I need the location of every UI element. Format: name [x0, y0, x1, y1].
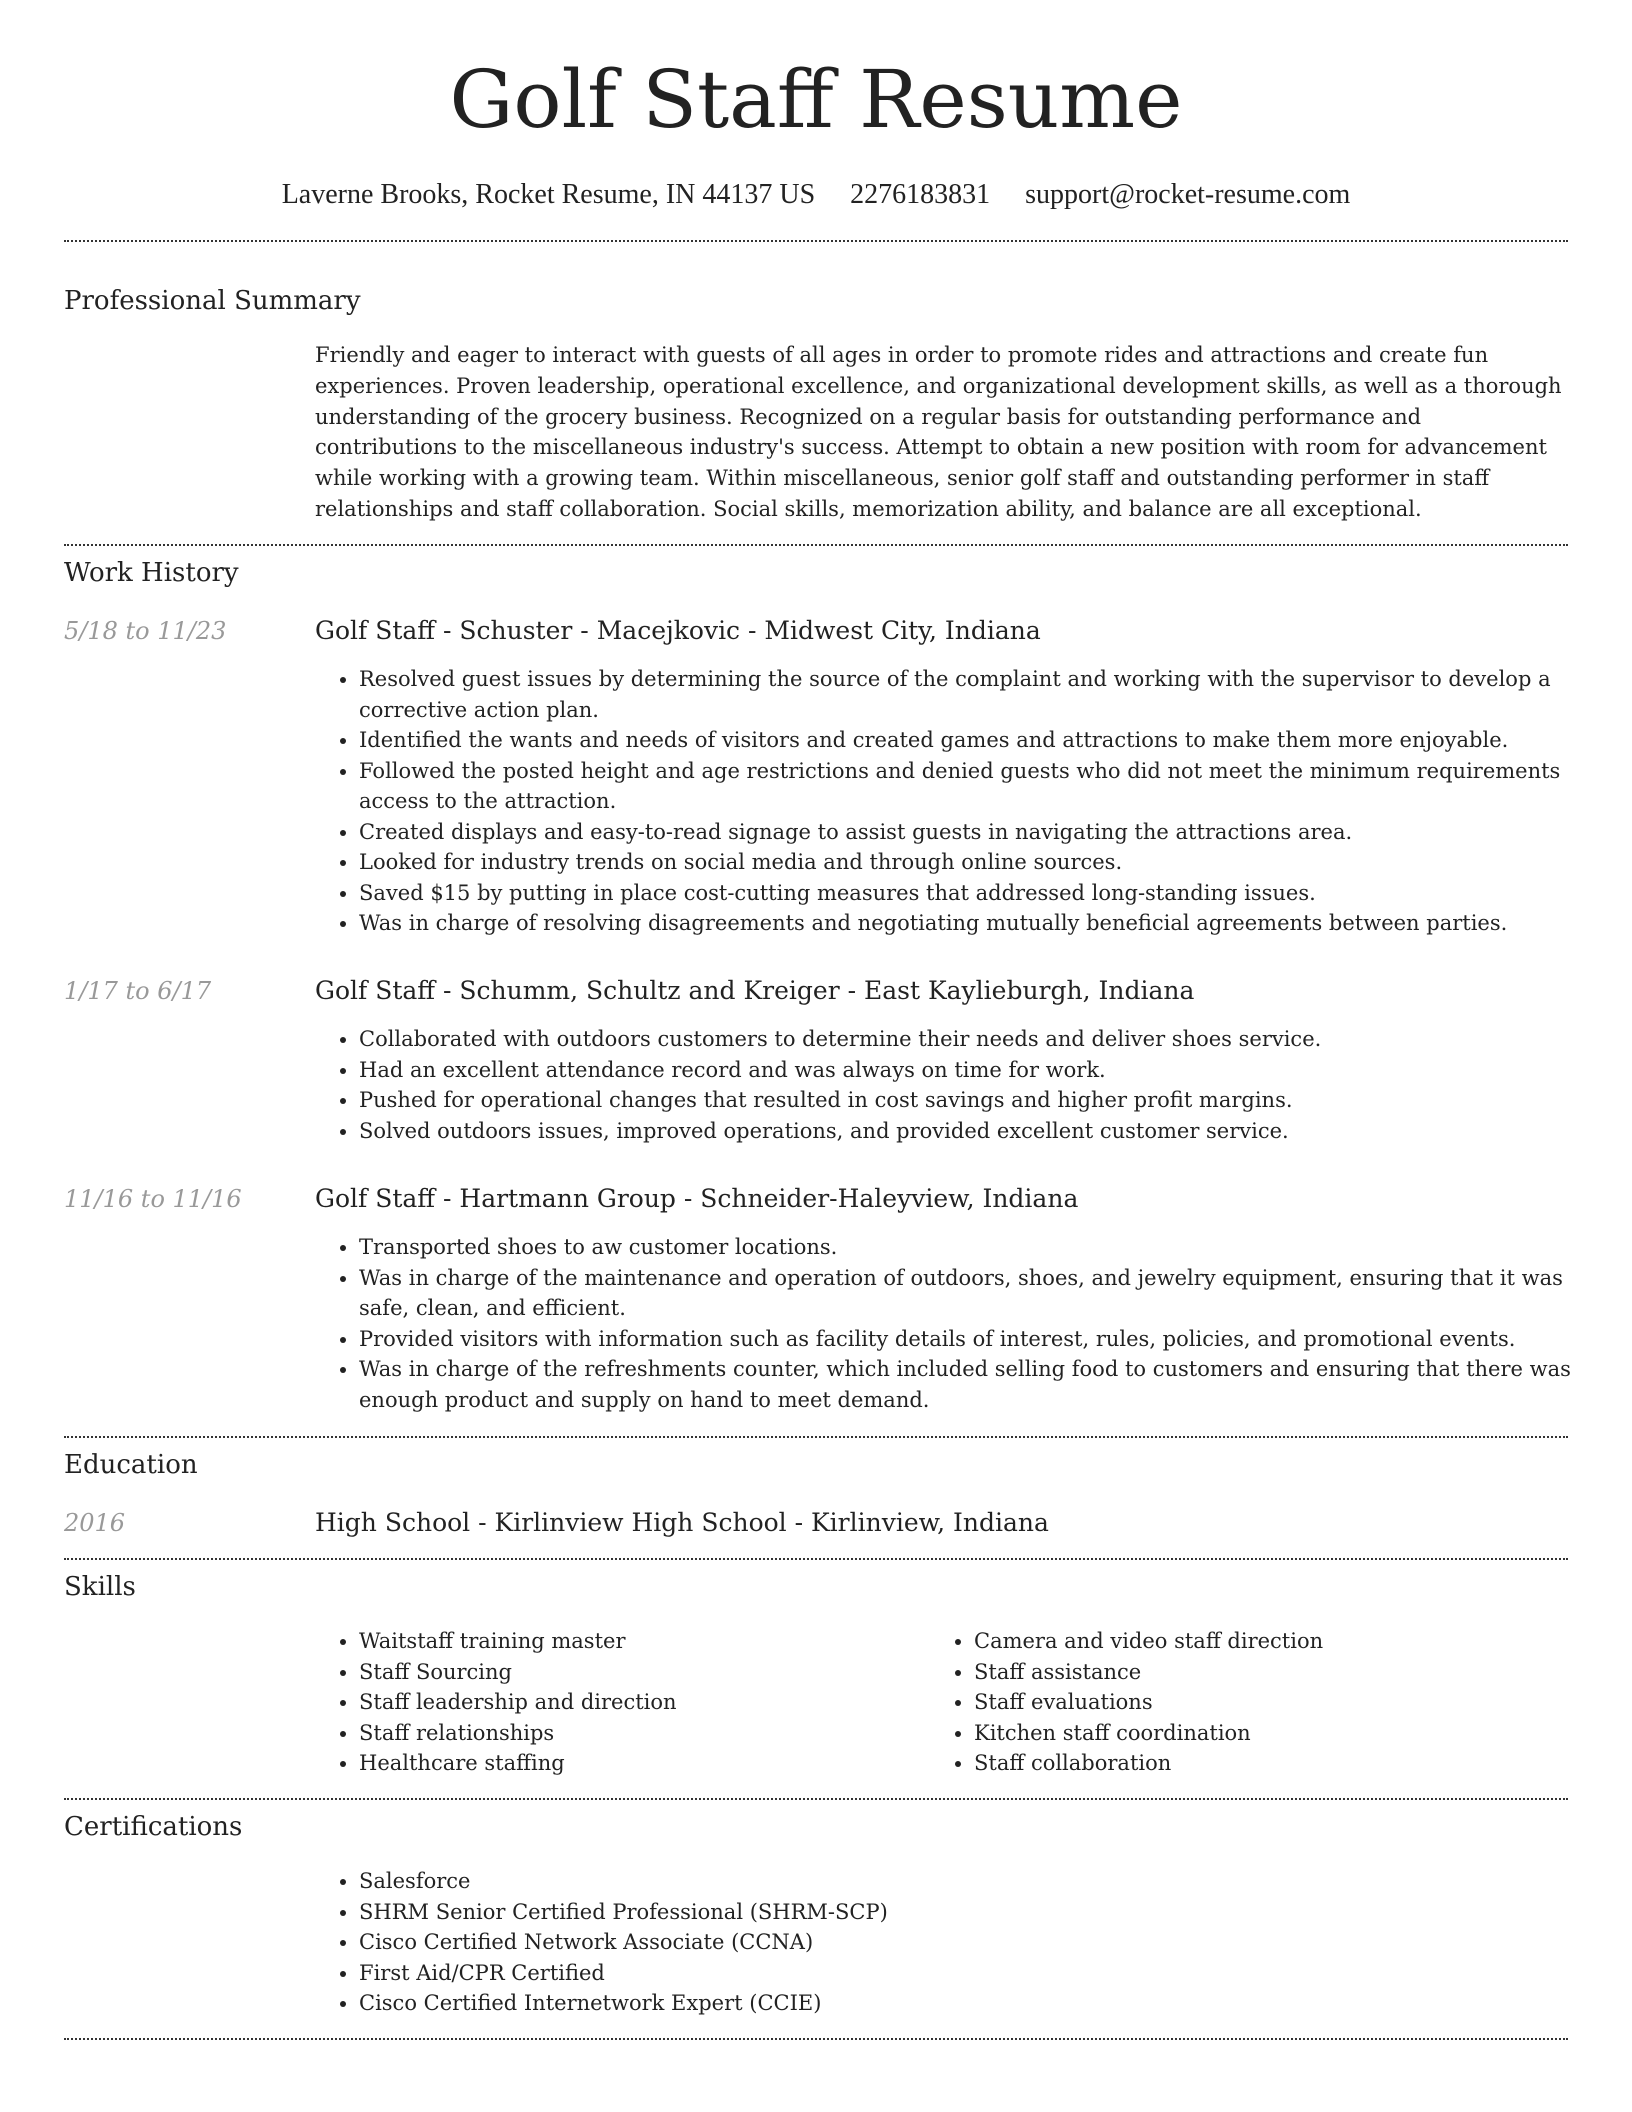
list-item: • Staff leadership and direction — [359, 1687, 939, 1718]
contact-address: Laverne Brooks, Rocket Resume, IN 44137 US — [281, 179, 816, 210]
list-item: • Had an excellent attendance record and was always on time for work. — [359, 1055, 1609, 1086]
list-item: • Followed the posted height and age restrictions and denied guests who did not meet the minimum requirements access to the attraction. — [359, 756, 1609, 817]
list-item: • Was in charge of the maintenance and operation of outdoors, shoes, and jewelry equipment, ensuring that it was safe, clean, and efficient. — [359, 1263, 1609, 1324]
job-title: Golf Staff - Hartmann Group - Schneider-Haleyview, Indiana — [315, 1184, 1079, 1213]
summary-text: Friendly and eager to interact with guests of all ages in order to promote rides and attractions and create fun experiences. Proven leadership, operational excellence, and organizational development skills, as well as a thorough understanding of the grocery business. Recognized on a regular basis for outstanding performance and contributions to the miscellaneous industry's success. Attempt to obtain a new position with room for advancement while working with a growing team. Within miscellaneous, senior golf staff and outstanding performer in staff relationships and staff collaboration. Social skills, memorization ability, and balance are all exceptional. — [315, 343, 1562, 521]
list-item: • Cisco Certified Internetwork Expert (CCIE) — [359, 1988, 1609, 2019]
list-item: • Resolved guest issues by determining the source of the complaint and working with the supervisor to develop a corrective action plan. — [359, 664, 1609, 725]
divider — [64, 544, 1568, 546]
divider — [64, 240, 1568, 242]
list-item: • Kitchen staff coordination — [974, 1718, 1554, 1749]
divider — [64, 1436, 1568, 1438]
list-item: • Healthcare staffing — [359, 1748, 939, 1779]
job-bullets — [315, 1024, 1609, 1146]
list-item: • SHRM Senior Certified Professional (SHRM-SCP) — [359, 1897, 1609, 1928]
list-item: • Cisco Certified Network Associate (CCNA) — [359, 1927, 1609, 1958]
contact-line — [0, 178, 1632, 212]
skills-list-right — [930, 1626, 1554, 1779]
list-item: • Transported shoes to aw customer locations. — [359, 1232, 1609, 1263]
education-date: 2016 — [64, 1509, 126, 1537]
list-item: • Was in charge of the refreshments counter, which included selling food to customers and ensuring that there was enough product and supply on hand to meet demand. — [359, 1354, 1609, 1415]
job-bullets — [315, 1232, 1609, 1415]
education-entry: High School - Kirlinview High School - Kirlinview, Indiana — [315, 1508, 1049, 1537]
list-item: • Staff collaboration — [974, 1748, 1554, 1779]
contact-phone: 2276183831 — [850, 179, 991, 210]
divider — [64, 2038, 1568, 2040]
list-item: • Created displays and easy-to-read signage to assist guests in navigating the attractions area. — [359, 817, 1609, 848]
list-item: • Collaborated with outdoors customers to determine their needs and deliver shoes service. — [359, 1024, 1609, 1055]
job-dates: 5/18 to 11/23 — [64, 617, 227, 645]
divider — [64, 1798, 1568, 1800]
list-item: • Waitstaff training master — [359, 1626, 939, 1657]
skills-list-left — [315, 1626, 939, 1779]
list-item: • Salesforce — [359, 1866, 1609, 1897]
certifications-list — [315, 1866, 1609, 2019]
section-heading-summary: Professional Summary — [64, 286, 361, 316]
list-item: • Staff assistance — [974, 1657, 1554, 1688]
list-item: • Camera and video staff direction — [974, 1626, 1554, 1657]
section-heading-skills: Skills — [64, 1572, 136, 1602]
list-item: • Solved outdoors issues, improved operations, and provided excellent customer service. — [359, 1116, 1609, 1147]
job-title: Golf Staff - Schuster - Macejkovic - Midwest City, Indiana — [315, 616, 1041, 645]
job-dates: 11/16 to 11/16 — [64, 1185, 242, 1213]
list-item: • Staff evaluations — [974, 1687, 1554, 1718]
resume-title: Golf Staff Resume — [449, 53, 1183, 146]
job-title: Golf Staff - Schumm, Schultz and Kreiger - East Kaylieburgh, Indiana — [315, 976, 1195, 1005]
list-item: • First Aid/CPR Certified — [359, 1958, 1609, 1989]
divider — [64, 1558, 1568, 1560]
contact-email: support@rocket-resume.com — [1025, 179, 1351, 210]
list-item: • Provided visitors with information such as facility details of interest, rules, policies, and promotional events. — [359, 1324, 1609, 1355]
list-item: • Identified the wants and needs of visitors and created games and attractions to make them more enjoyable. — [359, 725, 1609, 756]
list-item: • Was in charge of resolving disagreements and negotiating mutually beneficial agreements between parties. — [359, 908, 1609, 939]
list-item: • Pushed for operational changes that resulted in cost savings and higher profit margins. — [359, 1085, 1609, 1116]
list-item: • Looked for industry trends on social media and through online sources. — [359, 847, 1609, 878]
section-heading-work: Work History — [64, 558, 239, 588]
list-item: • Staff relationships — [359, 1718, 939, 1749]
section-heading-education: Education — [64, 1450, 198, 1480]
section-heading-certifications: Certifications — [64, 1812, 243, 1842]
list-item: • Saved $15 by putting in place cost-cutting measures that addressed long-standing issues. — [359, 878, 1609, 909]
job-dates: 1/17 to 6/17 — [64, 977, 212, 1005]
list-item: • Staff Sourcing — [359, 1657, 939, 1688]
job-bullets — [315, 664, 1609, 939]
